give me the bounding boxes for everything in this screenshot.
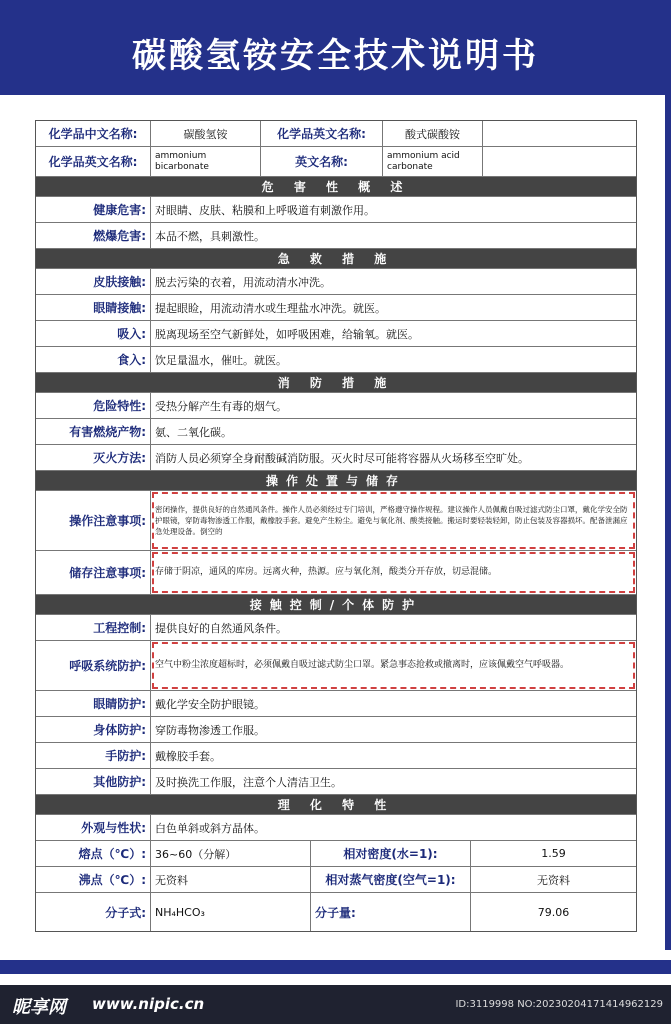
inhalation-value: 脱离现场至空气新鲜处，如呼吸困难，给输氧。就医。 xyxy=(155,327,419,341)
hazard-health-row xyxy=(36,197,636,223)
cn-name-label: 化学品中文名称: xyxy=(36,121,151,146)
section-protection-title: 接触控制/个体防护 xyxy=(36,595,636,614)
hand-protection-row xyxy=(36,743,636,769)
fire-hazard-label: 燃爆危害: xyxy=(36,223,151,248)
fire-hazard-value: 本品不燃，具刺激性。 xyxy=(155,229,265,243)
section-physchem-title: 理 化 特 性 xyxy=(36,795,636,814)
section-physchem xyxy=(36,795,636,815)
body-protection-value: 穿防毒物渗透工作服。 xyxy=(155,723,265,737)
empty-cell xyxy=(483,121,636,146)
skin-contact-value: 脱去污染的衣着，用流动清水冲洗。 xyxy=(155,275,331,289)
combustion-products-label: 有害燃烧产物: xyxy=(36,419,151,444)
footer-site: www.nipic.cn xyxy=(92,995,205,1013)
combustion-products-row xyxy=(36,419,636,445)
hazard-fire-row xyxy=(36,223,636,249)
eye-contact-label: 眼睛接触: xyxy=(36,295,151,320)
section-firstaid xyxy=(36,249,636,269)
respiratory-protection-label: 呼吸系统防护: xyxy=(36,641,151,690)
respiratory-protection-row xyxy=(36,641,636,691)
body-protection-label: 身体防护: xyxy=(36,717,151,742)
section-fire xyxy=(36,373,636,393)
storage-notes-row xyxy=(36,551,636,595)
molecular-weight-value: 79.06 xyxy=(537,905,570,919)
engineering-control-value: 提供良好的自然通风条件。 xyxy=(155,621,287,635)
ingestion-label: 食入: xyxy=(36,347,151,372)
appearance-row xyxy=(36,815,636,841)
melting-point-row xyxy=(36,841,636,867)
appearance-label: 外观与性状: xyxy=(36,815,151,840)
danger-property-label: 危险特性: xyxy=(36,393,151,418)
operation-notes-row xyxy=(36,491,636,551)
respiratory-protection-value: 空气中粉尘浓度超标时，必须佩戴自吸过滤式防尘口罩。紧急事态抢救或撤离时，应该佩戴空气呼吸器。 xyxy=(151,641,636,690)
fire-method-row xyxy=(36,445,636,471)
engineering-control-row xyxy=(36,615,636,641)
skin-contact-label: 皮肤接触: xyxy=(36,269,151,294)
fire-method-value: 消防人员必须穿全身耐酸碱消防服。灭火时尽可能将容器从火场移至空旷处。 xyxy=(155,451,529,465)
right-edge-bar xyxy=(665,95,671,950)
en-name-value-3: ammonium acid carbonate xyxy=(383,147,483,176)
hand-protection-label: 手防护: xyxy=(36,743,151,768)
footer-id-text: ID:3119998 NO:20230204171414962129 xyxy=(455,999,663,1010)
inhalation-label: 吸入: xyxy=(36,321,151,346)
operation-notes-value: 密闭操作，提供良好的自然通风条件。操作人员必须经过专门培训，严格遵守操作规程。建议操作人员佩戴自吸过滤式防尘口罩，戴化学安全防护眼镜，穿防毒物渗透工作服，戴橡胶手套。避免产生粉尘。避免与氧化剂、酸类接触。搬运时要轻装轻卸，防止包装及容器损坏。配备泄漏应急处理设备。倒空的 xyxy=(151,491,636,550)
inhalation-row xyxy=(36,321,636,347)
section-firstaid-title: 急 救 措 施 xyxy=(36,249,636,268)
operation-notes-label: 操作注意事项: xyxy=(36,491,151,550)
other-protection-row xyxy=(36,769,636,795)
en-name-value-1: 酸式碳酸铵 xyxy=(383,121,483,146)
melting-point-label: 熔点（℃）: xyxy=(36,841,151,866)
header-bar xyxy=(0,0,671,95)
section-hazard xyxy=(36,177,636,197)
section-handling xyxy=(36,471,636,491)
eye-contact-value: 提起眼睑，用流动清水或生理盐水冲洗。就医。 xyxy=(155,301,386,315)
eye-protection-label: 眼睛防护: xyxy=(36,691,151,716)
appearance-value: 白色单斜或斜方晶体。 xyxy=(155,821,265,835)
other-protection-label: 其他防护: xyxy=(36,769,151,794)
id-row-1 xyxy=(36,121,636,147)
watermark-footer xyxy=(0,985,671,1024)
combustion-products-value: 氨、二氧化碳。 xyxy=(155,425,232,439)
ingestion-value: 饮足量温水，催吐。就医。 xyxy=(155,353,287,367)
safety-sheet-table xyxy=(35,120,637,932)
body-protection-row xyxy=(36,717,636,743)
relative-density-label: 相对密度(水=1): xyxy=(311,841,471,866)
eye-contact-row xyxy=(36,295,636,321)
hand-protection-value: 戴橡胶手套。 xyxy=(155,749,221,763)
molecular-weight-label: 分子量: xyxy=(311,893,471,931)
danger-property-value: 受热分解产生有毒的烟气。 xyxy=(155,399,287,413)
formula-row xyxy=(36,893,636,931)
section-fire-title: 消 防 措 施 xyxy=(36,373,636,392)
section-handling-title: 操作处置与储存 xyxy=(36,471,636,490)
eye-protection-row xyxy=(36,691,636,717)
boiling-point-row xyxy=(36,867,636,893)
cn-name-value: 碳酸氢铵 xyxy=(151,121,261,146)
health-hazard-value: 对眼睛、皮肤、粘膜和上呼吸道有刺激作用。 xyxy=(155,203,375,217)
section-hazard-title: 危 害 性 概 述 xyxy=(36,177,636,196)
danger-property-row xyxy=(36,393,636,419)
en-name-label-1: 化学品英文名称: xyxy=(261,121,383,146)
formula-value: NH₄HCO₃ xyxy=(151,893,311,931)
formula-label: 分子式: xyxy=(36,893,151,931)
ingestion-row xyxy=(36,347,636,373)
id-row-2 xyxy=(36,147,636,177)
fire-method-label: 灭火方法: xyxy=(36,445,151,470)
melting-point-value: 36~60（分解） xyxy=(151,841,311,866)
en-name-label-2: 化学品英文名称: xyxy=(36,147,151,176)
storage-notes-value: 存储于阴凉，通风的库房。远离火种，热源。应与氧化剂，酸类分开存放，切忌混储。 xyxy=(151,551,636,594)
section-protection xyxy=(36,595,636,615)
vapor-density-value: 无资料 xyxy=(537,873,570,887)
page-title: 碳酸氢铵安全技术说明书 xyxy=(132,36,539,76)
storage-notes-label: 储存注意事项: xyxy=(36,551,151,594)
empty-cell xyxy=(483,147,636,176)
boiling-point-label: 沸点（℃）: xyxy=(36,867,151,892)
skin-contact-row xyxy=(36,269,636,295)
relative-density-value: 1.59 xyxy=(541,847,566,860)
other-protection-value: 及时换洗工作服，注意个人清洁卫生。 xyxy=(155,775,342,789)
engineering-control-label: 工程控制: xyxy=(36,615,151,640)
boiling-point-value: 无资料 xyxy=(151,867,311,892)
vapor-density-label: 相对蒸气密度(空气=1): xyxy=(311,867,471,892)
eye-protection-value: 戴化学安全防护眼镜。 xyxy=(155,697,265,711)
en-name-label-3: 英文名称: xyxy=(261,147,383,176)
footer-logo: 昵享网 xyxy=(12,997,66,1018)
bottom-bar xyxy=(0,960,671,974)
en-name-value-2: ammonium bicarbonate xyxy=(151,147,261,176)
health-hazard-label: 健康危害: xyxy=(36,197,151,222)
